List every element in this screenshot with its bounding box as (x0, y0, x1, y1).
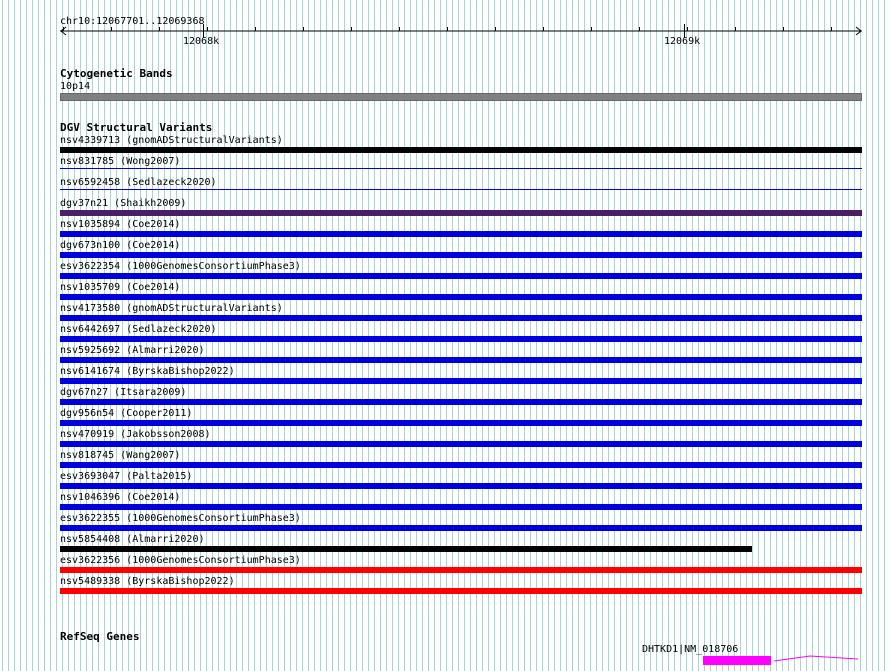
dgv-variant-label: dgv37n21 (Shaikh2009) (60, 198, 187, 209)
dgv-variant-bar[interactable] (60, 294, 862, 300)
dgv-variant-bar[interactable] (60, 462, 862, 468)
dgv-variant-label: nsv6592458 (Sedlazeck2020) (60, 177, 217, 188)
coordinate-ruler (0, 0, 890, 60)
dgv-variant-label: nsv5854408 (Almarri2020) (60, 534, 205, 545)
dgv-variant-bar[interactable] (60, 399, 862, 405)
tick-label-12068k: 12068k (183, 36, 220, 47)
dgv-variant-bar[interactable] (60, 378, 862, 384)
dgv-variant-label: nsv5489338 (ByrskaBishop2022) (60, 576, 235, 587)
dgv-variant-label: nsv831785 (Wong2007) (60, 156, 181, 167)
dgv-variant-label: nsv1035709 (Coe2014) (60, 282, 181, 293)
refseq-gene-exon[interactable] (703, 656, 771, 665)
dgv-variant-label: esv3693047 (Palta2015) (60, 471, 193, 482)
refseq-section-title: RefSeq Genes (60, 630, 140, 643)
dgv-variant-label: nsv470919 (Jakobsson2008) (60, 429, 211, 440)
dgv-variant-bar[interactable] (60, 525, 862, 531)
tick-label-12069k: 12069k (664, 36, 701, 47)
dgv-section-title: DGV Structural Variants (60, 121, 213, 134)
dgv-variant-label: nsv6442697 (Sedlazeck2020) (60, 324, 217, 335)
dgv-variant-bar[interactable] (60, 357, 862, 363)
cytogenetic-bands-title: Cytogenetic Bands (60, 67, 173, 80)
dgv-variant-bar[interactable] (60, 483, 862, 489)
dgv-variant-label: nsv4339713 (gnomADStructuralVariants) (60, 135, 283, 146)
dgv-variant-label: nsv1035894 (Coe2014) (60, 219, 181, 230)
dgv-variant-bar[interactable] (60, 336, 862, 342)
dgv-variant-bar[interactable] (60, 567, 862, 573)
dgv-variant-label: nsv5925692 (Almarri2020) (60, 345, 205, 356)
dgv-variant-label: esv3622355 (1000GenomesConsortiumPhase3) (60, 513, 301, 524)
dgv-variant-bar[interactable] (60, 210, 862, 216)
dgv-variant-label: dgv956n54 (Cooper2011) (60, 408, 193, 419)
dgv-variant-label: esv3622356 (1000GenomesConsortiumPhase3) (60, 555, 301, 566)
dgv-variant-label: dgv673n100 (Coe2014) (60, 240, 181, 251)
dgv-variant-bar[interactable] (60, 588, 862, 594)
dgv-variant-bar[interactable] (60, 441, 862, 447)
dgv-variant-bar[interactable] (60, 546, 752, 552)
dgv-variant-bar[interactable] (60, 231, 862, 237)
dgv-variant-label: esv3622354 (1000GenomesConsortiumPhase3) (60, 261, 301, 272)
dgv-variant-bar[interactable] (60, 168, 862, 169)
dgv-variant-bar[interactable] (60, 315, 862, 321)
dgv-variant-bar[interactable] (60, 420, 862, 426)
location-label: chr10:12067701..12069368 (60, 16, 205, 27)
dgv-variant-bar[interactable] (60, 147, 862, 153)
dgv-variant-bar[interactable] (60, 252, 862, 258)
cytoband-10p14[interactable] (60, 93, 862, 101)
dgv-variant-label: nsv6141674 (ByrskaBishop2022) (60, 366, 235, 377)
dgv-variant-label: nsv1046396 (Coe2014) (60, 492, 181, 503)
refseq-intron (770, 650, 870, 670)
dgv-variant-label: nsv818745 (Wang2007) (60, 450, 181, 461)
refseq-gene-label[interactable]: DHTKD1|NM_018706 (642, 644, 739, 655)
cytoband-label: 10p14 (60, 81, 91, 92)
dgv-variant-bar[interactable] (60, 273, 862, 279)
dgv-variant-bar[interactable] (60, 189, 862, 190)
dgv-variant-label: dgv67n27 (Itsara2009) (60, 387, 187, 398)
dgv-variant-label: nsv4173580 (gnomADStructuralVariants) (60, 303, 283, 314)
dgv-variant-bar[interactable] (60, 504, 862, 510)
